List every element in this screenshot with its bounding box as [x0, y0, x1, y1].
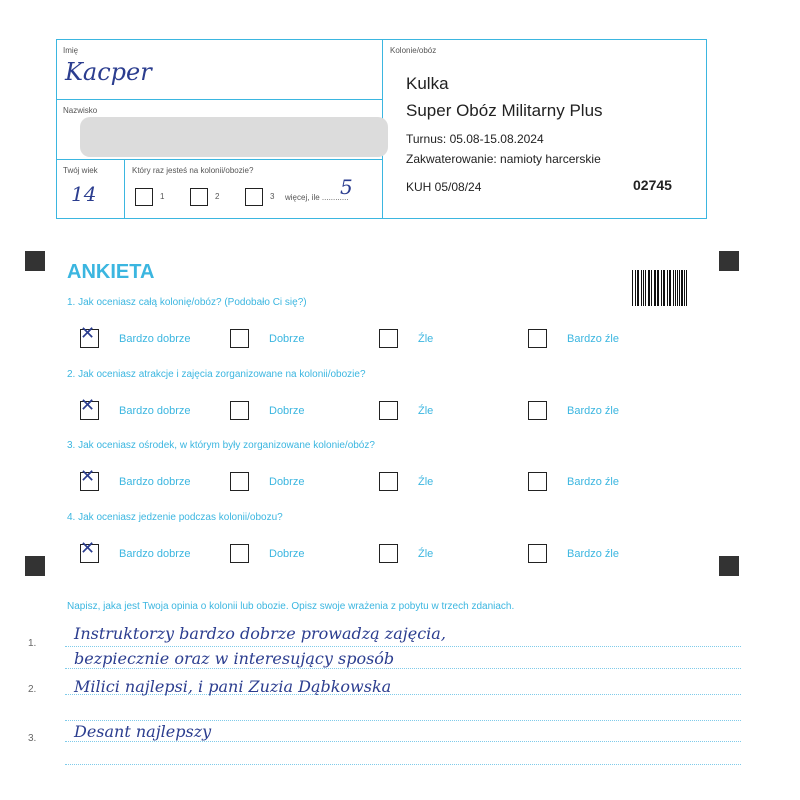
barcode-bar — [673, 270, 674, 306]
q4-option-4-checkbox[interactable] — [528, 544, 547, 563]
registration-marker-bottom-left — [25, 556, 45, 576]
q1-option-1-checkbox[interactable] — [80, 323, 99, 348]
q4-option-2-label: Dobrze — [269, 548, 305, 560]
q3-option-2-label: Dobrze — [269, 476, 305, 488]
q4-option-3-checkbox[interactable] — [379, 544, 398, 563]
barcode-bar — [637, 270, 638, 306]
times-option-2: 2 — [215, 192, 220, 201]
answer-text-4: Desant najlepszy — [74, 722, 212, 741]
camp-lodging: Zakwaterowanie: namioty harcerskie — [406, 152, 601, 166]
answer-line — [65, 764, 741, 765]
name-cell — [57, 40, 382, 100]
camp-label: Kolonie/obóz — [390, 46, 437, 55]
camp-code: KUH 05/08/24 — [406, 180, 482, 194]
q1-option-1-label: Bardzo dobrze — [119, 333, 191, 345]
times-checkbox-3[interactable] — [245, 188, 263, 206]
answer-text-1: Instruktorzy bardzo dobrze prowadzą zajęcia, — [74, 624, 446, 643]
barcode-bar — [654, 270, 655, 306]
check-mark-icon: ✕ — [80, 323, 96, 344]
barcode-bar — [686, 270, 687, 306]
age-cell — [57, 160, 125, 218]
redacted-surname — [80, 117, 388, 157]
q4-option-1-checkbox[interactable] — [80, 538, 99, 563]
times-label: Który raz jesteś na kolonii/obozie? — [132, 166, 254, 175]
q2-option-2-label: Dobrze — [269, 405, 305, 417]
barcode-bar — [679, 270, 680, 306]
q3-option-3-label: Źle — [418, 476, 434, 488]
q1-option-4-checkbox[interactable] — [528, 329, 547, 348]
registration-marker-top-right — [719, 251, 739, 271]
q4-option-1-label: Bardzo dobrze — [119, 548, 191, 560]
barcode-bar — [635, 270, 636, 306]
q3-option-2-checkbox[interactable] — [230, 472, 249, 491]
barcode-bar — [632, 270, 633, 306]
check-mark-icon: ✕ — [80, 395, 96, 416]
registration-marker-bottom-right — [719, 556, 739, 576]
q2-option-3-checkbox[interactable] — [379, 401, 398, 420]
q2-option-1-checkbox[interactable] — [80, 395, 99, 420]
answer-text-2: bezpiecznie oraz w interesujący sposób — [74, 649, 395, 668]
form-number: 02745 — [633, 177, 672, 193]
q2-option-2-checkbox[interactable] — [230, 401, 249, 420]
q3-option-4-label: Bardzo źle — [567, 476, 619, 488]
q1-option-2-checkbox[interactable] — [230, 329, 249, 348]
barcode-bar — [649, 270, 650, 306]
q3-option-3-checkbox[interactable] — [379, 472, 398, 491]
answer-line — [65, 646, 741, 647]
answer-text-3: Milici najlepsi, i pani Zuzia Dąbkowska — [74, 677, 392, 696]
barcode-bar — [664, 270, 665, 306]
camp-turnus: Turnus: 05.08-15.08.2024 — [406, 132, 544, 146]
times-option-3: 3 — [270, 192, 275, 201]
q2-option-3-label: Źle — [418, 405, 434, 417]
camp-name: Kulka — [406, 74, 449, 93]
q2-option-4-checkbox[interactable] — [528, 401, 547, 420]
age-label: Twój wiek — [63, 166, 98, 175]
barcode-bar — [669, 270, 670, 306]
name-label: Imię — [63, 46, 79, 55]
barcode-bar — [661, 270, 662, 306]
question-3: 3. Jak oceniasz ośrodek, w którym były zorganizowane kolonie/obóz? — [67, 440, 375, 451]
q2-option-4-label: Bardzo źle — [567, 405, 619, 417]
answer-line — [65, 668, 741, 669]
times-checkbox-1[interactable] — [135, 188, 153, 206]
more-times-label: więcej, ile ............ — [285, 193, 349, 202]
name-value: Kacper — [65, 58, 152, 86]
barcode-bar — [657, 270, 659, 306]
barcode-bar — [638, 270, 639, 306]
line-number-3: 3. — [28, 733, 37, 744]
survey-title: ANKIETA — [67, 261, 155, 283]
age-value: 14 — [71, 182, 97, 206]
barcode-bar — [651, 270, 652, 306]
barcode-bar — [684, 270, 685, 306]
check-mark-icon: ✕ — [80, 466, 96, 487]
q3-option-1-label: Bardzo dobrze — [119, 476, 191, 488]
answer-line — [65, 720, 741, 721]
times-cell — [125, 160, 382, 218]
q4-option-2-checkbox[interactable] — [230, 544, 249, 563]
more-times-value: 5 — [340, 175, 353, 199]
q1-option-3-label: Źle — [418, 333, 434, 345]
check-mark-icon: ✕ — [80, 538, 96, 559]
q1-option-3-checkbox[interactable] — [379, 329, 398, 348]
q3-option-1-checkbox[interactable] — [80, 466, 99, 491]
answer-line — [65, 741, 741, 742]
question-1: 1. Jak oceniasz całą kolonię/obóz? (Podobało Ci się?) — [67, 297, 307, 308]
barcode-bar — [677, 270, 678, 306]
barcode-bar — [663, 270, 664, 306]
q1-option-4-label: Bardzo źle — [567, 333, 619, 345]
times-option-1: 1 — [160, 192, 165, 201]
barcode — [632, 270, 688, 306]
registration-marker-top-left — [25, 251, 45, 271]
question-4: 4. Jak oceniasz jedzenie podczas kolonii/obozu? — [67, 512, 283, 523]
camp-cell — [382, 40, 707, 218]
barcode-bar — [645, 270, 646, 306]
q3-option-4-checkbox[interactable] — [528, 472, 547, 491]
question-2: 2. Jak oceniasz atrakcje i zajęcia zorganizowane na kolonii/obozie? — [67, 369, 366, 380]
barcode-bar — [670, 270, 671, 306]
barcode-bar — [648, 270, 649, 306]
barcode-bar — [667, 270, 668, 306]
barcode-bar — [675, 270, 676, 306]
q1-option-2-label: Dobrze — [269, 333, 305, 345]
barcode-bar — [681, 270, 683, 306]
line-number-2: 2. — [28, 684, 37, 695]
camp-type: Super Obóz Militarny Plus — [406, 101, 603, 120]
times-checkbox-2[interactable] — [190, 188, 208, 206]
opinion-prompt: Napisz, jaka jest Twoja opinia o kolonii lub obozie. Opisz swoje wrażenia z pobytu w trzech zdaniach. — [67, 601, 515, 612]
q4-option-3-label: Źle — [418, 548, 434, 560]
barcode-bar — [641, 270, 642, 306]
surname-label: Nazwisko — [63, 106, 98, 115]
barcode-bar — [643, 270, 645, 306]
q2-option-1-label: Bardzo dobrze — [119, 405, 191, 417]
barcode-bar — [655, 270, 656, 306]
q4-option-4-label: Bardzo źle — [567, 548, 619, 560]
line-number-1: 1. — [28, 638, 37, 649]
